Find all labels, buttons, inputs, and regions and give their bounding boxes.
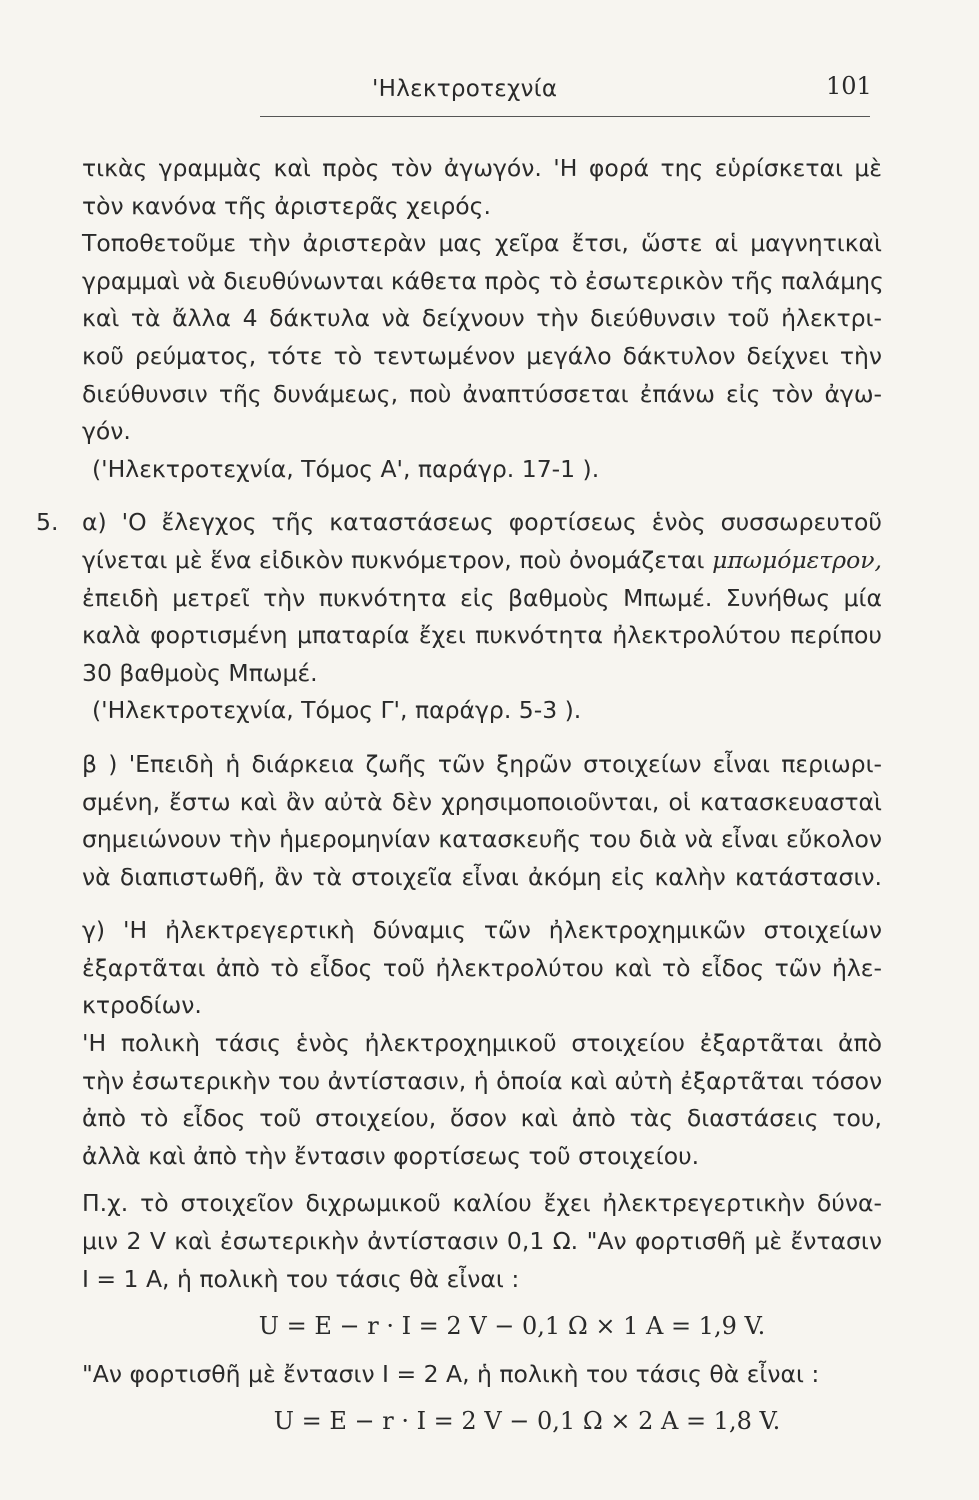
- text-line: Τοποθετοῦμε τὴν ἀριστερὰν μας χεῖρα ἔτσι, ὥστε αἱ μαγνητικαὶ: [82, 229, 882, 258]
- header-rule: [260, 116, 870, 117]
- page-header: [0, 68, 979, 108]
- running-title: 'Ηλεκτροτεχνία: [372, 76, 558, 102]
- text-line: τὴν ἐσωτερικὴν του ἀντίστασιν, ἡ ὁποία καὶ αὐτὴ ἐξαρτᾶται τόσον: [82, 1066, 883, 1095]
- text-segment: γίνεται μὲ ἕνα εἰδικὸν πυκνόμετρον, ποὺ ὀνομάζεται: [82, 545, 713, 574]
- text-line: γόν.: [82, 417, 131, 446]
- item-number: 5.: [36, 508, 59, 537]
- text-line: σμένη, ἔστω καὶ ἂν αὐτὰ δὲν χρησιμοποιοῦνται, οἱ κατασκευασταὶ: [82, 787, 882, 816]
- text-line: ἐξαρτᾶται ἀπὸ τὸ εἶδος τοῦ ἠλεκτρολύτου καὶ τὸ εἶδος τῶν ἠλε-: [82, 953, 882, 982]
- citation: ('Ηλεκτροτεχνία, Τόμος Γ', παράγρ. 5-3 ).: [92, 696, 582, 725]
- text-line: γ) 'Η ἠλεκτρεγερτικὴ δύναμις τῶν ἠλεκτροχημικῶν στοιχείων: [82, 916, 882, 945]
- text-line: τὸν κανόνα τῆς ἀριστερᾶς χειρός.: [82, 191, 491, 220]
- text-line: Ι = 1 Α, ἡ πολικὴ του τάσις θὰ εἶναι :: [82, 1264, 520, 1293]
- text-line: Π.χ. τὸ στοιχεῖον διχρωμικοῦ καλίου ἔχει ἠλεκτρεγερτικὴν δύνα-: [82, 1189, 882, 1218]
- text-line: "Αν φορτισθῆ μὲ ἔντασιν Ι = 2 Α, ἡ πολικὴ του τάσις θὰ εἶναι :: [82, 1359, 820, 1388]
- formula: U = E − r · I = 2 V − 0,1 Ω × 2 A = 1,8 V.: [273, 1407, 781, 1436]
- text-line: τικὰς γραμμὰς καὶ πρὸς τὸν ἀγωγόν. 'Η φορά της εὑρίσκεται μὲ: [82, 154, 882, 182]
- page-body: [36, 150, 884, 1441]
- text-line: ἀλλὰ καὶ ἀπὸ τὴν ἔντασιν φορτίσεως τοῦ στοιχείου.: [82, 1141, 700, 1170]
- citation: ('Ηλεκτροτεχνία, Τόμος Α', παράγρ. 17-1 ).: [92, 454, 600, 483]
- item-5: [36, 504, 882, 542]
- text-line: κτροδίων.: [82, 991, 202, 1020]
- text-line: γραμμαὶ νὰ διευθύνωνται κάθετα πρὸς τὸ ἐσωτερικὸν τῆς παλάμης: [82, 266, 884, 295]
- text-line: διεύθυνσιν τῆς δυνάμεως, ποὺ ἀναπτύσσεται ἐπάνω εἰς τὸν ἀγω-: [82, 379, 882, 408]
- formula: U = E − r · I = 2 V − 0,1 Ω × 1 A = 1,9 V.: [258, 1312, 766, 1341]
- text-line: σημειώνουν τὴν ἡμερομηνίαν κατασκευῆς του διὰ νὰ εἶναι εὔκολον: [82, 825, 882, 854]
- text-line: νὰ διαπιστωθῆ, ἂν τὰ στοιχεῖα εἶναι ἀκόμη εἰς καλὴν κατάστασιν.: [82, 862, 882, 891]
- text-line: 'Η πολικὴ τάσις ἑνὸς ἠλεκτροχημικοῦ στοιχείου ἐξαρτᾶται ἀπὸ: [82, 1029, 882, 1058]
- text-line: καλὰ φορτισμένη μπαταρία ἔχει πυκνότητα ἠλεκτρολύτου περίπου: [82, 621, 882, 650]
- text-line: κοῦ ρεύματος, τότε τὸ τεντωμένον μεγάλο δάκτυλον δείχνει τὴν: [82, 341, 882, 370]
- text-line: ἀπὸ τὸ εἶδος τοῦ στοιχείου, ὅσον καὶ ἀπὸ τὰς διαστάσεις του,: [82, 1104, 882, 1133]
- text-line: [82, 542, 882, 580]
- text-line: μιν 2 V καὶ ἐσωτερικὴν ἀντίστασιν 0,1 Ω. "Αν φορτισθῆ μὲ ἔντασιν: [82, 1227, 882, 1256]
- emphasized-term: μπωμόμετρον,: [712, 545, 882, 574]
- text-line: 30 βαθμοὺς Μπωμέ.: [82, 658, 318, 687]
- text-line: ἐπειδὴ μετρεῖ τὴν πυκνότητα εἰς βαθμοὺς Μπωμέ. Συνήθως μία: [82, 583, 882, 612]
- text-line: καὶ τὰ ἄλλα 4 δάκτυλα νὰ δείχνουν τὴν διεύθυνσιν τοῦ ἠλεκτρι-: [82, 304, 882, 333]
- text-line: β ) 'Επειδὴ ἡ διάρκεια ζωῆς τῶν ξηρῶν στοιχείων εἶναι περιωρι-: [82, 749, 882, 778]
- page-number: 101: [826, 72, 872, 100]
- text-line: α) 'Ο ἔλεγχος τῆς καταστάσεως φορτίσεως ἑνὸς συσσωρευτοῦ: [82, 508, 882, 537]
